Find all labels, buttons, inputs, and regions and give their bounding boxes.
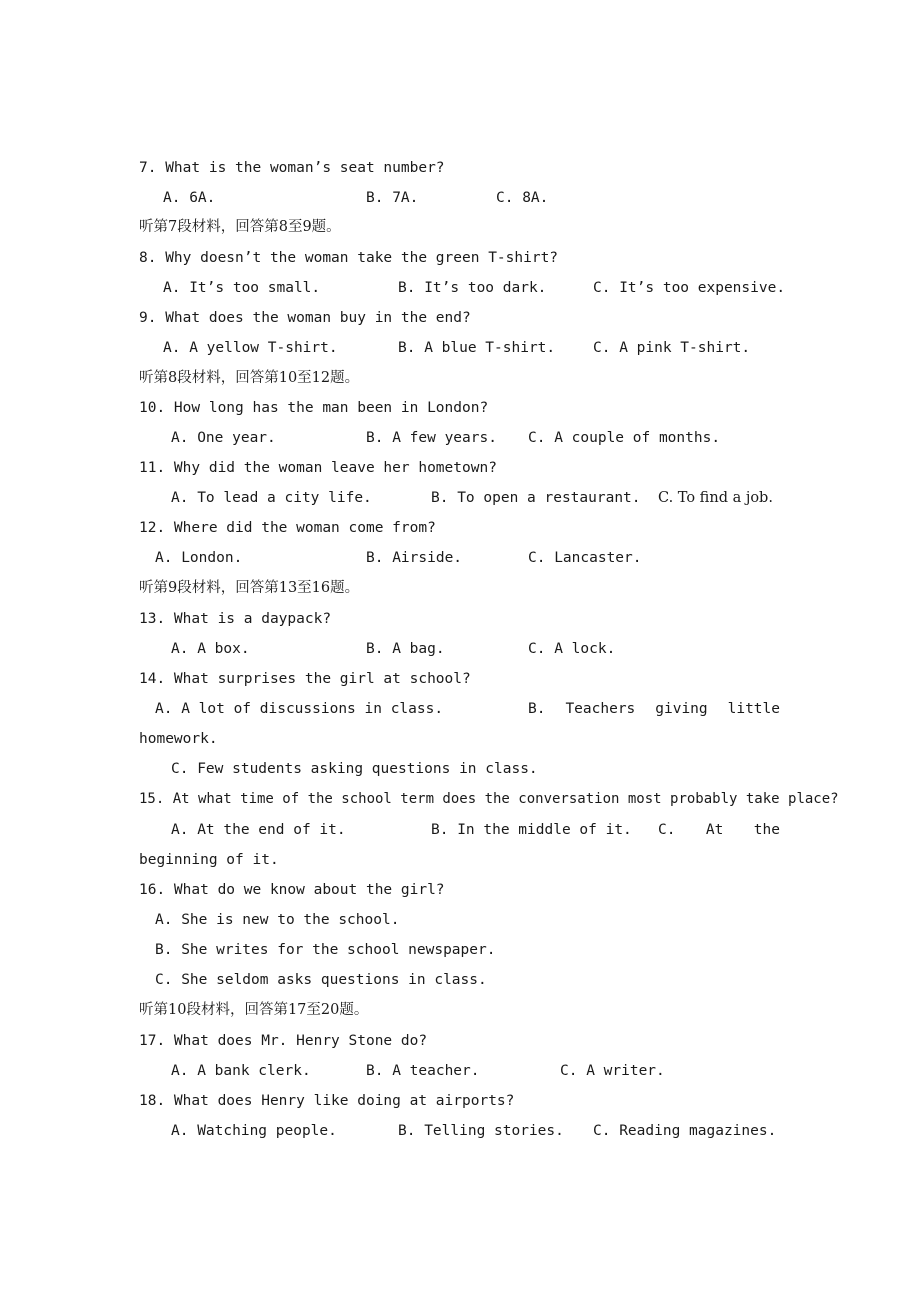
question-10: 10. How long has the man been in London? [139, 400, 489, 416]
q14-option-c: C. Few students asking questions in class. [171, 761, 538, 777]
section-heading-9: 听第9段材料，回答第13至16题。 [139, 580, 360, 596]
section-heading-7: 听第7段材料，回答第8至9题。 [139, 219, 341, 235]
q10-option-a: A. One year. [171, 430, 276, 446]
q10-option-b: B. A few years. [366, 430, 497, 446]
q12-option-b: B. Airside. [366, 550, 463, 566]
q15-option-c-continuation: beginning of it. [139, 852, 279, 868]
question-13: 13. What is a daypack? [139, 611, 332, 627]
question-17: 17. What does Mr. Henry Stone do? [139, 1033, 428, 1049]
section-heading-8: 听第8段材料，回答第10至12题。 [139, 370, 360, 386]
q11-option-a: A. To lead a city life. [171, 490, 372, 506]
q15-option-c: C. At the [658, 822, 780, 838]
q7-option-c: C. 8A. [496, 190, 549, 206]
q8-option-a: A. It’s too small. [163, 280, 321, 296]
question-14: 14. What surprises the girl at school? [139, 671, 471, 687]
section-heading-10: 听第10段材料，回答第17至20题。 [139, 1002, 369, 1018]
q11-option-c: C. To find a job. [658, 490, 773, 506]
q15-option-b: B. In the middle of it. [431, 822, 632, 838]
q17-option-b: B. A teacher. [366, 1063, 480, 1079]
q13-option-a: A. A box. [171, 641, 250, 657]
question-12: 12. Where did the woman come from? [139, 520, 436, 536]
q14-option-a: A. A lot of discussions in class. [155, 701, 444, 717]
q17-option-c: C. A writer. [560, 1063, 665, 1079]
q8-option-c: C. It’s too expensive. [593, 280, 786, 296]
q17-option-a: A. A bank clerk. [171, 1063, 311, 1079]
question-8: 8. Why doesn’t the woman take the green T-shirt? [139, 250, 559, 266]
q11-option-b: B. To open a restaurant. [431, 490, 641, 506]
q14-option-b: B. Teachers giving little [528, 701, 780, 717]
q9-option-b: B. A blue T-shirt. [398, 340, 556, 356]
question-7: 7. What is the woman’s seat number? [139, 160, 445, 176]
q7-option-b: B. 7A. [366, 190, 419, 206]
q16-option-b: B. She writes for the school newspaper. [155, 942, 496, 958]
q13-option-c: C. A lock. [528, 641, 616, 657]
question-11: 11. Why did the woman leave her hometown? [139, 460, 497, 476]
q7-option-a: A. 6A. [163, 190, 216, 206]
q18-option-b: B. Telling stories. [398, 1123, 564, 1139]
question-15: 15. At what time of the school term does the conversation most probably take place? [139, 791, 839, 807]
q16-option-c: C. She seldom asks questions in class. [155, 972, 487, 988]
question-18: 18. What does Henry like doing at airports? [139, 1093, 515, 1109]
q18-option-a: A. Watching people. [171, 1123, 337, 1139]
q12-option-c: C. Lancaster. [528, 550, 642, 566]
q9-option-c: C. A pink T-shirt. [593, 340, 751, 356]
question-16: 16. What do we know about the girl? [139, 882, 445, 898]
q8-option-b: B. It’s too dark. [398, 280, 547, 296]
q18-option-c: C. Reading magazines. [593, 1123, 777, 1139]
q10-option-c: C. A couple of months. [528, 430, 721, 446]
q15-option-a: A. At the end of it. [171, 822, 346, 838]
q12-option-a: A. London. [155, 550, 243, 566]
q13-option-b: B. A bag. [366, 641, 445, 657]
q16-option-a: A. She is new to the school. [155, 912, 400, 928]
question-9: 9. What does the woman buy in the end? [139, 310, 471, 326]
q9-option-a: A. A yellow T-shirt. [163, 340, 338, 356]
q14-option-b-continuation: homework. [139, 731, 218, 747]
